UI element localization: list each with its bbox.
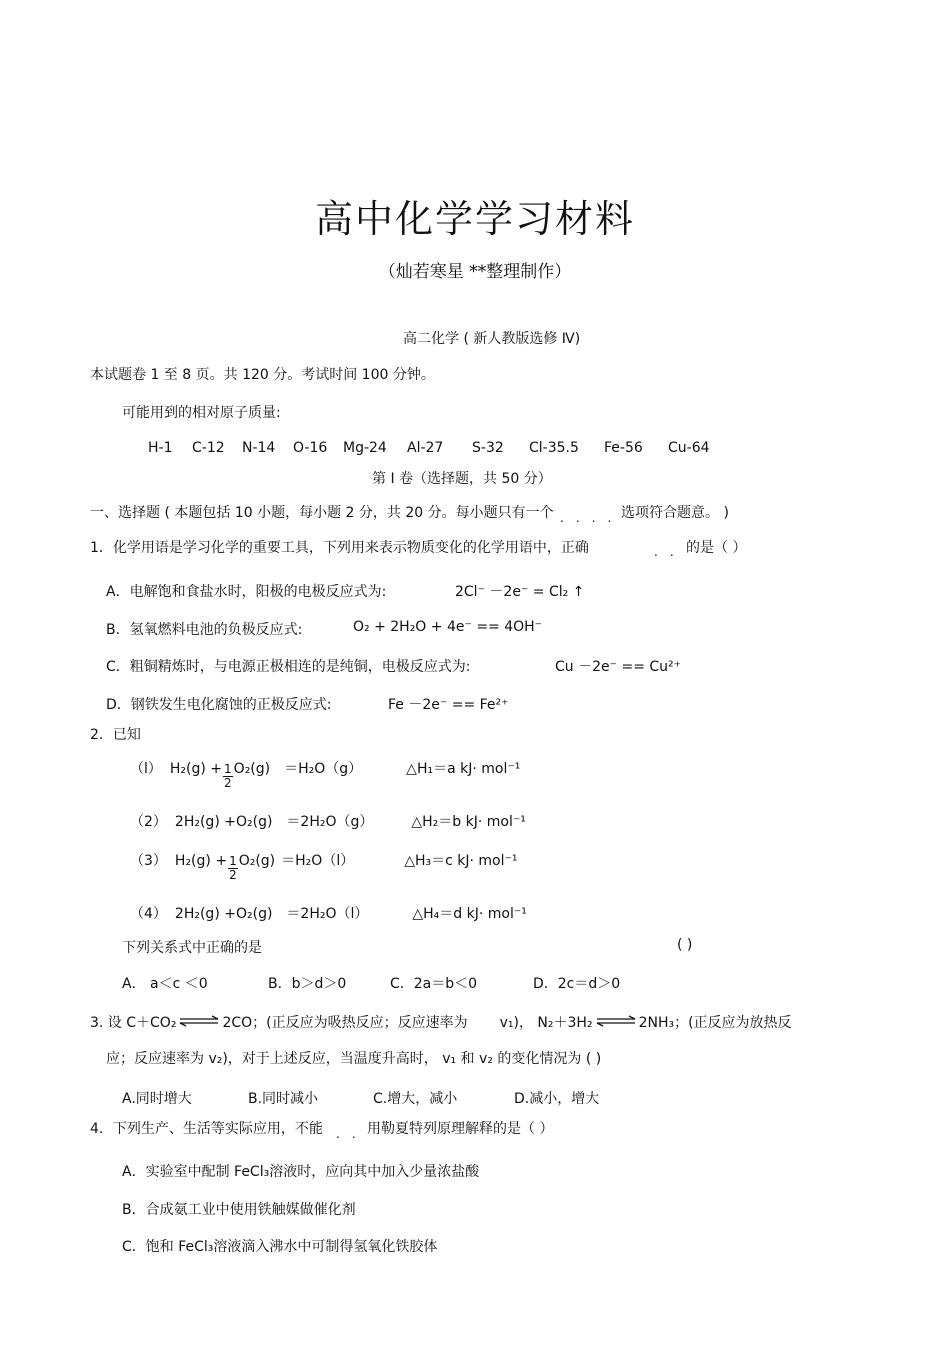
atomic-mass-item: C-12 <box>192 440 225 456</box>
atomic-mass-item: Mg-24 <box>343 440 387 456</box>
equation-rhs: ＝2H₂O（l） <box>286 906 369 922</box>
q1-option-d: D．钢铁发生电化腐蚀的正极反应式: <box>106 697 332 713</box>
q3-stem-line2: 应；反应速率为 v₂)，对于上述反应，当温度升高时， v₁ 和 v₂ 的变化情况为 ( ) <box>106 1051 602 1067</box>
q2-option-b: B．b＞d＞0 <box>268 976 347 992</box>
q4-stem-b: 用勒夏特列原理解释的是（ ） <box>367 1121 554 1137</box>
thermo-equation-2 <box>130 811 526 831</box>
q1-option-a: A．电解饱和食盐水时，阳极的电极反应式为: <box>106 584 387 600</box>
q3-option-c: C.增大，减小 <box>373 1091 458 1107</box>
page-title: 高中化学学习材料 <box>314 197 635 241</box>
equation-rhs: ＝H₂O（g） <box>284 761 363 777</box>
equation-lhs-b: O₂(g) <box>238 853 276 869</box>
equation-label: （2） <box>130 814 167 830</box>
enthalpy-change: △H₃＝c kJ· mol⁻¹ <box>404 853 518 869</box>
equilibrium-arrow-icon <box>595 1015 637 1027</box>
thermo-equation-1 <box>130 758 520 790</box>
q1-option-c-equation: Cu －2e⁻ == Cu²⁺ <box>555 659 682 675</box>
exam-heading: 高二化学 ( 新人教版选修 Ⅳ) <box>403 331 581 347</box>
q4-stem-a: 4．下列生产、生活等实际应用，不能 <box>90 1121 323 1137</box>
equation-lhs: H₂(g) + <box>174 853 228 869</box>
equation-lhs-b: O₂(g) <box>235 814 273 830</box>
equation-rhs: ＝H₂O（l） <box>281 853 355 869</box>
emphasis-dots: .. <box>336 1127 368 1141</box>
equation-lhs-b: O₂(g) <box>235 906 273 922</box>
q4-option-c: C．饱和 FeCl₃溶液滴入沸水中可制得氢氧化铁胶体 <box>122 1239 438 1255</box>
equation-label: （3） <box>130 853 167 869</box>
q2-ask: 下列关系式中正确的是 <box>122 940 262 956</box>
atomic-mass-item: N-14 <box>242 440 276 456</box>
emphasis-dots: .... <box>560 511 624 525</box>
equation-lhs-b: O₂(g) <box>233 761 271 777</box>
atomic-mass-label: 可能用到的相对原子质量: <box>122 405 281 421</box>
equation-lhs: 2H₂(g) + <box>174 814 236 830</box>
q2-stem: 2．已知 <box>90 727 141 743</box>
answer-paren: ( ) <box>677 937 693 953</box>
atomic-mass-item: Cu-64 <box>668 440 710 456</box>
q1-option-b-equation: O₂ + 2H₂O + 4e⁻ == 4OH⁻ <box>353 619 543 635</box>
q1-option-b: B．氢氧燃料电池的负极反应式: <box>106 622 303 638</box>
equation-lhs: 2H₂(g) + <box>174 906 236 922</box>
q4-option-b: B．合成氨工业中使用铁触媒做催化剂 <box>122 1202 356 1218</box>
q2-option-a: A． a＜c ＜0 <box>122 976 208 992</box>
q3-text-a: 3. 设 C＋CO₂ <box>90 1015 177 1031</box>
atomic-mass-item: S-32 <box>472 440 504 456</box>
q3-text-b: 2CO；(正反应为吸热反应；反应速率为 <box>222 1015 468 1031</box>
emphasis-dots: .. <box>654 545 686 559</box>
thermo-equation-3 <box>130 850 518 882</box>
section-one-text-b: 选项符合题意。 ) <box>621 505 729 521</box>
part-one-heading: 第 Ⅰ 卷（选择题，共 50 分） <box>372 471 552 487</box>
q3-option-a: A.同时增大 <box>122 1091 192 1107</box>
section-one-text-a: 一、选择题 ( 本题包括 10 小题，每小题 2 分，共 20 分。每小题只有一个 <box>90 505 554 521</box>
thermo-equation-4 <box>130 903 527 923</box>
q2-option-c: C．2a＝b＜0 <box>390 976 478 992</box>
enthalpy-change: △H₁＝a kJ· mol⁻¹ <box>406 761 521 777</box>
equation-lhs: H₂(g) + <box>169 761 223 777</box>
page-subtitle: （灿若寒星 **整理制作） <box>378 262 572 282</box>
q3-stem-line1 <box>90 1012 792 1032</box>
q1-stem-b: 的是（ ） <box>686 540 747 556</box>
fraction-one-half: $\frac{1}{2}$ <box>224 762 232 790</box>
q2-option-d: D．2c＝d＞0 <box>533 976 621 992</box>
fraction-one-half: $\frac{1}{2}$ <box>229 854 237 882</box>
enthalpy-change: △H₂＝b kJ· mol⁻¹ <box>411 814 526 830</box>
atomic-mass-item: H-1 <box>148 440 173 456</box>
q1-option-c: C．粗铜精炼时，与电源正极相连的是纯铜，电极反应式为: <box>106 659 471 675</box>
exam-intro: 本试题卷 1 至 8 页。共 120 分。考试时间 100 分钟。 <box>90 367 435 383</box>
q1-option-d-equation: Fe －2e⁻ == Fe²⁺ <box>388 697 509 713</box>
equation-rhs: ＝2H₂O（g） <box>286 814 374 830</box>
atomic-mass-item: Cl-35.5 <box>529 440 579 456</box>
enthalpy-change: △H₄＝d kJ· mol⁻¹ <box>412 906 527 922</box>
q3-option-d: D.减小，增大 <box>514 1091 600 1107</box>
equation-label: （l） <box>130 761 162 777</box>
atomic-mass-item: O-16 <box>293 440 328 456</box>
q1-option-a-equation: 2Cl⁻ －2e⁻ = Cl₂ ↑ <box>455 584 585 600</box>
q3-text-c: v₁)， N₂＋3H₂ <box>499 1015 593 1031</box>
atomic-mass-item: Fe-56 <box>604 440 643 456</box>
equation-label: （4） <box>130 906 167 922</box>
q3-text-d: 2NH₃；(正反应为放热反 <box>638 1015 792 1031</box>
q4-option-a: A．实验室中配制 FeCl₃溶液时，应向其中加入少量浓盐酸 <box>122 1164 480 1180</box>
q3-option-b: B.同时减小 <box>248 1091 319 1107</box>
q1-stem-a: 1．化学用语是学习化学的重要工具，下列用来表示物质变化的化学用语中，正确 <box>90 540 589 556</box>
atomic-mass-item: Al-27 <box>407 440 444 456</box>
equilibrium-arrow-icon <box>178 1015 220 1027</box>
